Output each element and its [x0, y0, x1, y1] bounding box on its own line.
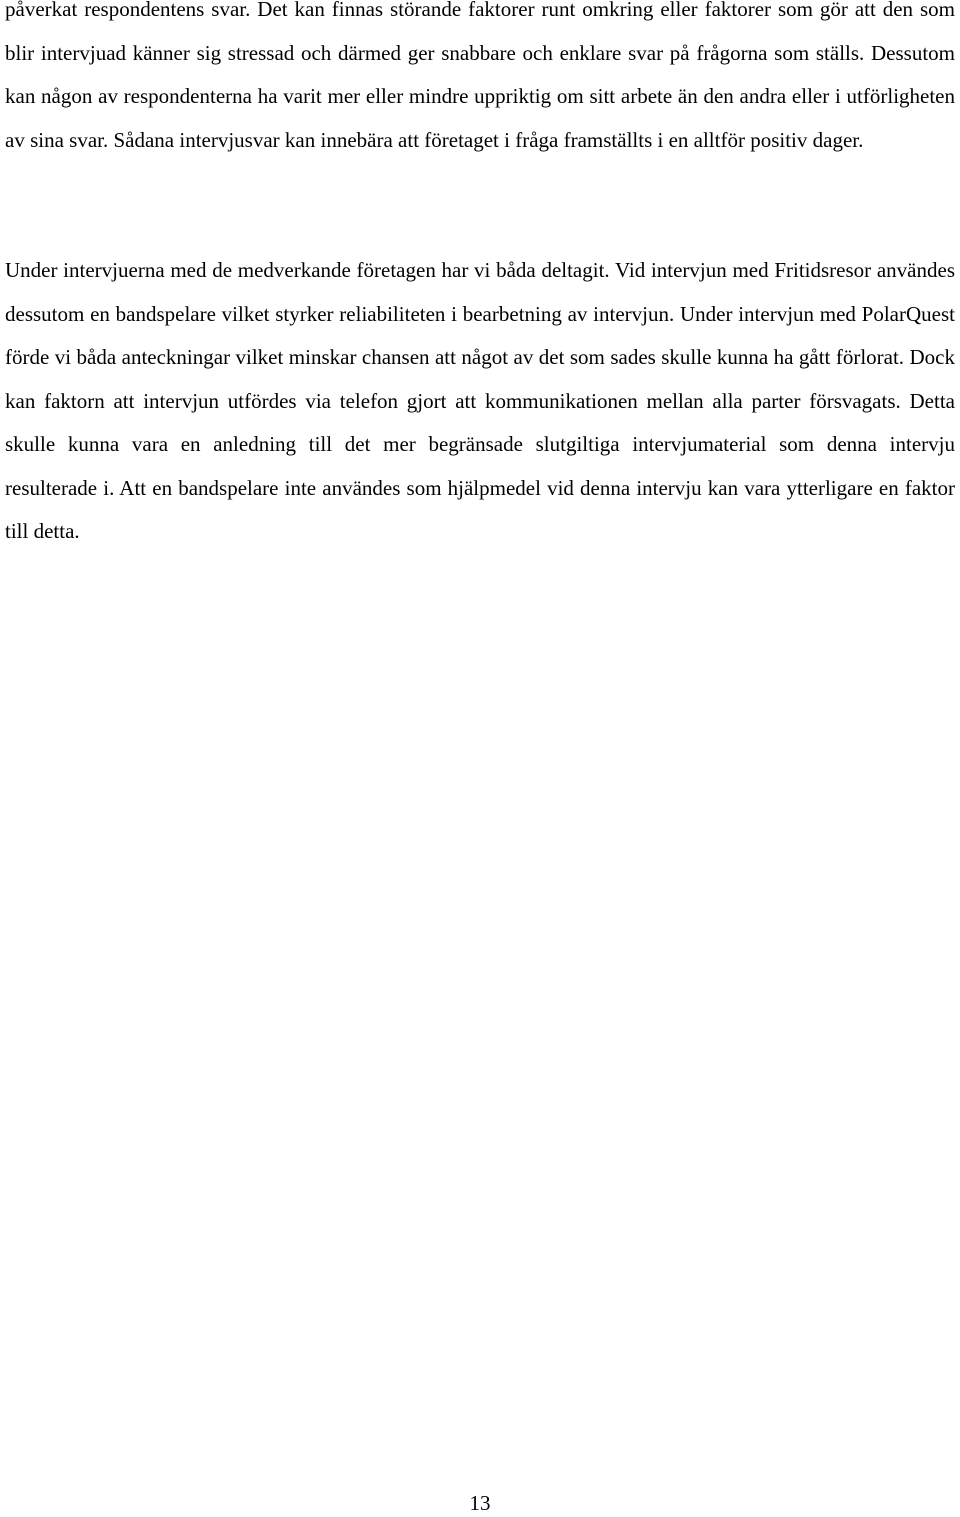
- page-number: 13: [469, 1491, 491, 1515]
- body-paragraph-2: Under intervjuerna med de medverkande företagen har vi båda deltagit. Vid intervjun med Fritidsresor användes dessutom en bandspelare vilket styrker reliabiliteten i bearbetning av intervjun. Under intervjun med PolarQuest förde vi båda anteckningar vilket minskar chansen att något av det som sades skulle kunna ha gått förlorat. Dock kan faktorn att intervjun utfördes via telefon gjort att kommunikationen mellan alla parter försvagats. Detta skulle kunna vara en anledning till det mer begränsade slutgiltiga intervjumaterial som denna intervju resulterade i. Att en bandspelare inte användes som hjälpmedel vid denna intervju kan vara ytterligare en faktor till detta.: [5, 258, 955, 543]
- body-paragraph-1: påverkat respondentens svar. Det kan finnas störande faktorer runt omkring eller faktorer som gör att den som blir intervjuad känner sig stressad och därmed ger snabbare och enklare svar på frågorna som ställs. Dessutom kan någon av respondenterna ha varit mer eller mindre uppriktig om sitt arbete än den andra eller i utförligheten av sina svar. Sådana intervjusvar kan innebära att företaget i fråga framställts i en alltför positiv dager.: [5, 0, 955, 152]
